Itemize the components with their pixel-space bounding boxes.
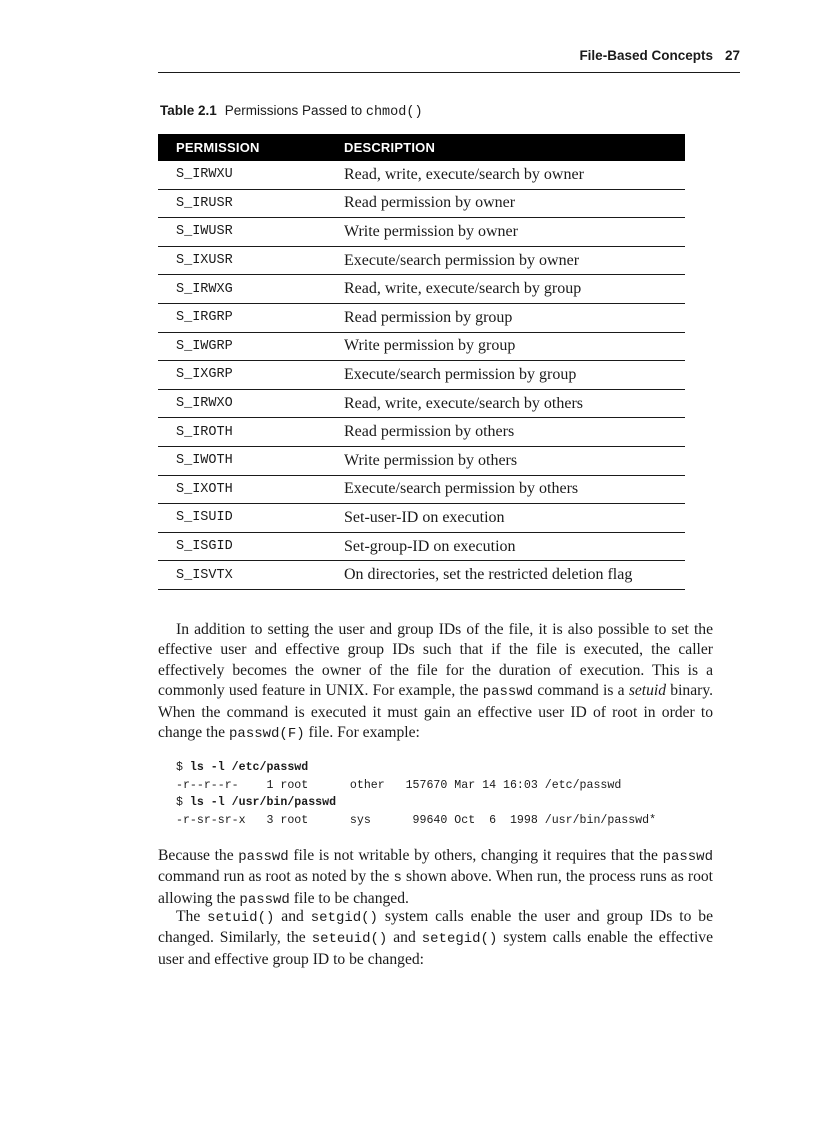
inline-code: passwd(F) <box>229 726 305 743</box>
text-run: command is a <box>533 682 629 700</box>
inline-code: s <box>393 870 402 887</box>
table-row <box>158 332 685 361</box>
description-cell: Read permission by owner <box>342 189 685 218</box>
table-row <box>158 389 685 418</box>
description-cell: Read, write, execute/search by group <box>342 275 685 304</box>
table-row <box>158 504 685 533</box>
table-header-row <box>158 134 685 161</box>
text-run: system calls enable the user and group IDs to be changed. Similarly, the <box>158 908 713 947</box>
text-run: Because the <box>158 847 239 864</box>
table-body <box>158 161 685 589</box>
table-caption <box>160 103 423 120</box>
permission-cell: S_ISGID <box>158 532 342 561</box>
description-cell: Set-group-ID on execution <box>342 532 685 561</box>
shell-prompt: $ <box>176 761 190 774</box>
description-cell: Write permission by group <box>342 332 685 361</box>
table-row <box>158 446 685 475</box>
command-output: -r-sr-sr-x 3 root sys 99640 Oct 6 1998 /usr/bin/passwd* <box>176 813 657 827</box>
table-caption-code: chmod() <box>365 105 423 120</box>
description-cell: Read permission by others <box>342 418 685 447</box>
chapter-title: File-Based Concepts <box>579 48 713 63</box>
permissions-table <box>158 134 685 590</box>
permission-cell: S_IXGRP <box>158 361 342 390</box>
inline-code: setuid() <box>207 910 275 926</box>
permission-cell: S_ISUID <box>158 504 342 533</box>
page-number: 27 <box>724 48 740 63</box>
permission-cell: S_IROTH <box>158 418 342 447</box>
text-run: command run as root as noted by the <box>158 868 394 886</box>
description-cell: Execute/search permission by owner <box>342 246 685 275</box>
column-header-description: DESCRIPTION <box>342 134 685 161</box>
description-cell: Read, write, execute/search by others <box>342 389 685 418</box>
text-run: and <box>387 929 422 947</box>
text-run: In addition to setting the user and group IDs of the file, it is also possible to set the effective user and effective group IDs such that if the file is executed, the caller effectively becomes the owner of the file for the duration of execution. This is a commonly used feature in UNIX. For example, the <box>158 621 713 700</box>
inline-code: setgid() <box>310 910 378 926</box>
inline-code: passwd <box>662 849 713 865</box>
permission-cell: S_IRWXO <box>158 389 342 418</box>
inline-code: passwd <box>239 891 290 908</box>
permission-cell: S_IRUSR <box>158 189 342 218</box>
text-run: The <box>176 908 208 925</box>
table-label: Table 2.1 <box>160 103 217 118</box>
description-cell: Read, write, execute/search by owner <box>342 161 685 189</box>
inline-code: passwd <box>482 684 534 701</box>
inline-code: setegid() <box>421 931 498 948</box>
text-run: and <box>274 908 311 925</box>
table-row <box>158 189 685 218</box>
permission-cell: S_IWGRP <box>158 332 342 361</box>
table-row <box>158 475 685 504</box>
table-row <box>158 561 685 590</box>
italic-term: setuid <box>628 682 667 700</box>
code-example <box>176 759 656 829</box>
description-cell: On directories, set the restricted deletion flag <box>342 561 685 590</box>
description-cell: Write permission by others <box>342 446 685 475</box>
text-run: binary. When the command is executed it must gain an effective user ID of root in order to change the <box>158 682 713 742</box>
table-row <box>158 303 685 332</box>
text-run: file is not writable by others, changing it requires that the <box>288 847 663 864</box>
column-header-permission: PERMISSION <box>158 134 342 161</box>
text-run: file. For example: <box>304 724 420 742</box>
paragraph-setuid-calls <box>158 907 713 970</box>
table-row <box>158 161 685 189</box>
permission-cell: S_ISVTX <box>158 561 342 590</box>
description-cell: Write permission by owner <box>342 218 685 247</box>
text-run: system calls enable the effective user and effective group ID to be changed: <box>158 929 713 968</box>
code-line <box>176 759 656 777</box>
table-row <box>158 275 685 304</box>
running-header <box>158 46 740 73</box>
description-cell: Read permission by group <box>342 303 685 332</box>
description-cell: Set-user-ID on execution <box>342 504 685 533</box>
permission-cell: S_IXUSR <box>158 246 342 275</box>
table-row <box>158 218 685 247</box>
permission-cell: S_IRWXU <box>158 161 342 189</box>
text-run: file to be changed. <box>289 889 409 907</box>
permission-cell: S_IRWXG <box>158 275 342 304</box>
shell-command: ls -l /usr/bin/passwd <box>189 796 337 810</box>
text-run: shown above. When run, the process runs as root allowing the <box>158 868 714 907</box>
permission-cell: S_IRGRP <box>158 303 342 332</box>
code-line <box>176 777 656 795</box>
header-text <box>579 48 740 63</box>
inline-code: seteuid() <box>311 931 388 948</box>
code-line <box>176 812 656 830</box>
permission-cell: S_IWUSR <box>158 218 342 247</box>
command-output: -r--r--r- 1 root other 157670 Mar 14 16:03 /etc/passwd <box>176 778 622 792</box>
paragraph-passwd-explanation <box>158 846 713 910</box>
table-row <box>158 246 685 275</box>
shell-command: ls -l /etc/passwd <box>189 761 309 774</box>
table-row <box>158 361 685 390</box>
shell-prompt: $ <box>176 796 190 810</box>
description-cell: Execute/search permission by group <box>342 361 685 390</box>
permission-cell: S_IXOTH <box>158 475 342 504</box>
permission-cell: S_IWOTH <box>158 446 342 475</box>
table-caption-text: Permissions Passed to <box>224 103 363 118</box>
table-row <box>158 418 685 447</box>
paragraph-effective-ids <box>158 620 713 744</box>
description-cell: Execute/search permission by others <box>342 475 685 504</box>
code-line <box>176 794 656 812</box>
table-row <box>158 532 685 561</box>
inline-code: passwd <box>238 849 289 865</box>
